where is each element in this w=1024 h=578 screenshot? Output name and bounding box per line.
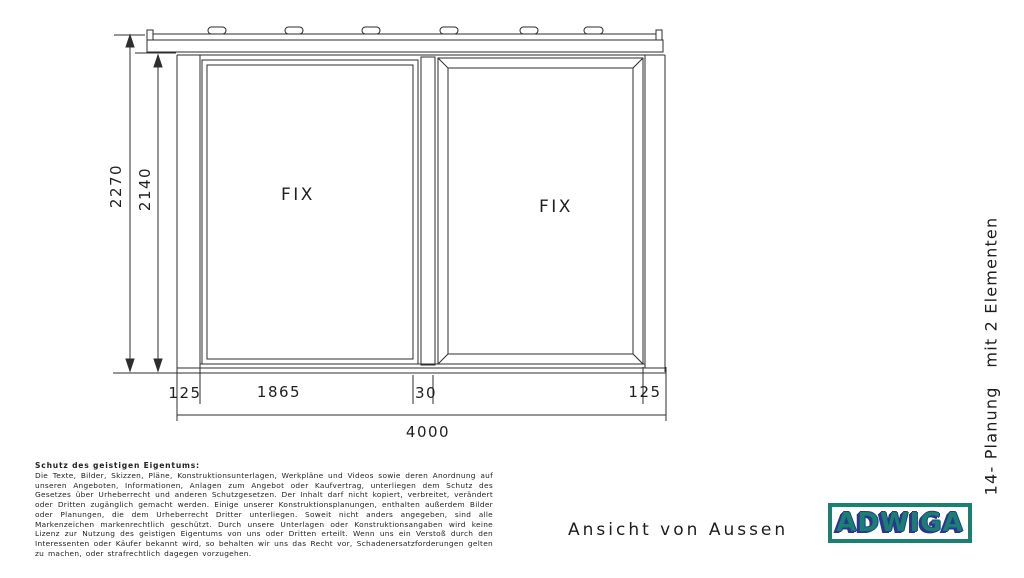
dim-element1-width: 1865 [256,383,302,401]
left-pane-inner [207,65,413,359]
company-logo-text: ADWIGA [836,508,964,538]
dim-coupling-width: 30 [414,384,438,402]
copyright-disclaimer [35,461,493,558]
slot-icon [208,27,226,34]
arrow-down-icon [154,359,162,371]
miter-top-left [438,58,448,68]
slot-icon [440,27,458,34]
disclaimer-heading: Schutz des geistigen Eigentums: [35,461,200,470]
miter-bottom-left [438,354,448,364]
rail-top-strip [153,34,656,40]
slot-icon [584,27,603,34]
arrow-up-icon [154,55,162,67]
dim-right-offset: 125 [628,383,662,401]
rail-end-tab-right [656,30,662,40]
miter-bottom-right [633,354,643,364]
coupling-mullion [421,57,435,365]
dim-total-width: 4000 [405,423,451,441]
disclaimer-body: Die Texte, Bilder, Skizzen, Pläne, Konstruktionsunterlagen, Werkpläne und Videos sowie deren Anordnung auf unseren Angeboten, Informationen, Anlagen zum Angebot oder Kaufvertrag, unterliegen dem Schutz des Gesetzes über Urheberrecht und anderen Schutzgesetzen. Der Inhalt darf nicht kopiert, verbreitet, verändert oder Dritten zugänglich gemacht werden. Einige unserer Konstruktionsplanungen, enthalten außerdem Bilder oder Planungen, die dem Urheberrecht Dritter unterliegen. Soweit nicht anders angegeben, sind alle Markenzeichen markenrechtlich geschützt. Durch unsere Unterlagen oder Konstruktionsangaben wird keine Lizenz zur Nutzung des geistigen Eigentums von uns oder Dritten erteilt. Wenn uns ein Verstoß durch den Interessenten oder Käufer bekannt wird, so behalten wir uns das Recht vor, Schadenersatzforderungen gelten zu machen, oder strafrechtlich dagegen vorzugehen. [35,471,493,558]
left-pane-outer [202,60,418,364]
miter-top-right [633,58,643,68]
dim-height-outer: 2270 [107,163,125,209]
dim-left-offset: 125 [168,384,202,402]
slot-icon [520,27,538,34]
company-logo [828,503,972,543]
right-pane-label: FIX [539,197,573,217]
slot-icon [285,27,303,34]
arrow-down-icon [126,359,134,371]
view-caption: Ansicht von Aussen [568,520,789,540]
dim-height-inner: 2140 [136,166,154,212]
rail-body [147,40,663,52]
sheet-title-vertical: 14- Planung mit 2 Elementen [981,216,1001,496]
left-fix-pane [202,60,418,364]
mounting-slots [208,27,603,34]
slot-icon [362,27,380,34]
arrow-up-icon [126,35,134,47]
rail-end-tab-left [147,30,153,40]
left-pane-label: FIX [281,185,315,205]
